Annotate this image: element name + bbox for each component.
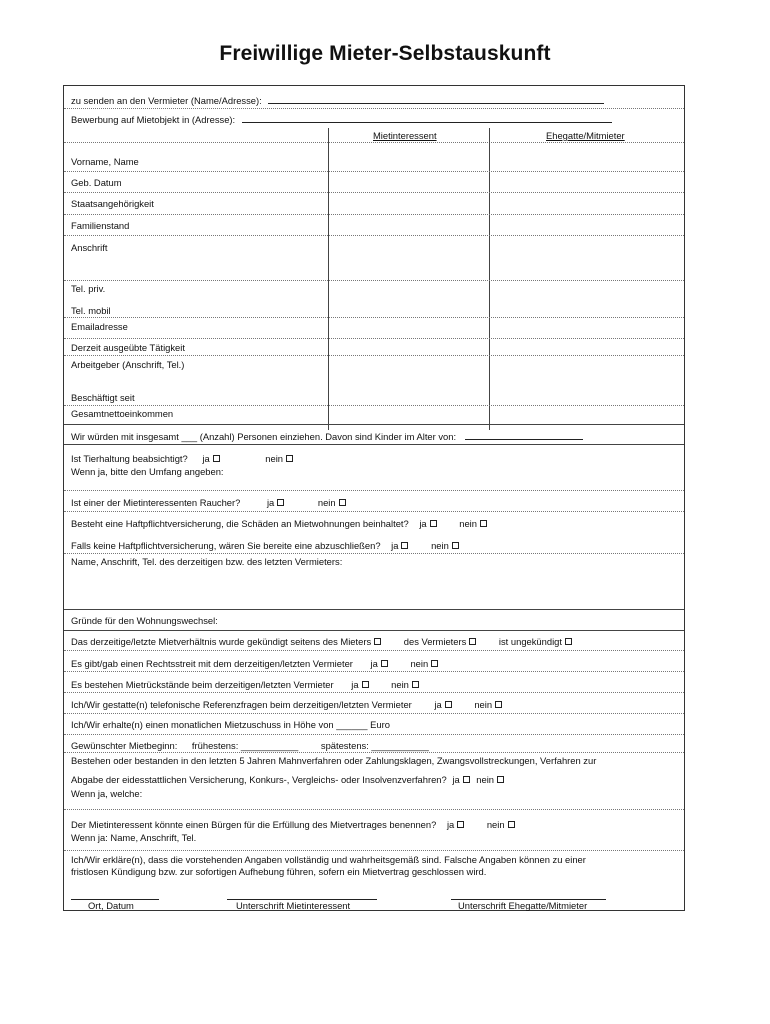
- divider: [64, 692, 684, 693]
- guarantor-no-label: nein: [486, 819, 505, 830]
- divider: [64, 142, 684, 143]
- label-marital: Familienstand: [71, 220, 130, 231]
- insolvency-line1: Bestehen oder bestanden in den letzten 5 Jahren Mahnverfahren oder Zahlungsklagen, Zwangsvollstreckungen, Verfahren zur: [71, 755, 597, 766]
- liability-yes-checkbox[interactable]: [430, 520, 437, 527]
- declaration-line2: fristlosen Kündigung bzw. zur sofortigen Aufhebung führen, sofern ein Mietvertrag geschlossen wird.: [71, 866, 487, 877]
- liability-question: Besteht eine Haftpflichtversicherung, die Schäden an Mietwohnungen beinhaltet?: [71, 518, 409, 529]
- smoker-row: [71, 497, 346, 508]
- guarantor-question: Der Mietinteressent könnte einen Bürgen für die Erfüllung des Mietvertrages benennen?: [71, 819, 437, 830]
- lawsuit-no-checkbox[interactable]: [431, 660, 438, 667]
- references-yes-label: ja: [434, 699, 442, 710]
- send-to-field[interactable]: [268, 94, 604, 104]
- lawsuit-row: [71, 658, 438, 669]
- smoker-yes-label: ja: [266, 497, 275, 508]
- pets-no-checkbox[interactable]: [286, 455, 293, 462]
- divider: [64, 355, 684, 356]
- divider: [64, 280, 684, 281]
- column-header-tenant: Mietinteressent: [373, 130, 437, 141]
- insolvency-no-label: nein: [476, 774, 494, 785]
- lawsuit-no-label: nein: [410, 658, 429, 669]
- references-row: [71, 699, 502, 710]
- application-row: [71, 113, 612, 125]
- label-nationality: Staatsangehörigkeit: [71, 198, 154, 209]
- self-disclosure-form: [63, 85, 685, 911]
- lawsuit-yes-checkbox[interactable]: [381, 660, 388, 667]
- subsidy-row: [71, 719, 390, 730]
- divider: [64, 192, 684, 193]
- insolvency-yes-checkbox[interactable]: [463, 776, 470, 783]
- divider: [64, 809, 684, 810]
- liability-followup-row: [71, 540, 459, 551]
- pets-followup: Wenn ja, bitte den Umfang angeben:: [71, 466, 224, 477]
- divider: [64, 671, 684, 672]
- divider: [64, 108, 684, 109]
- termination-none-label: ist ungekündigt: [498, 636, 562, 647]
- column-header-spouse: Ehegatte/Mitmieter: [546, 130, 625, 141]
- guarantor-no-checkbox[interactable]: [508, 821, 515, 828]
- divider: [64, 734, 684, 735]
- label-employer: Arbeitgeber (Anschrift, Tel.): [71, 359, 185, 370]
- tenant-signature-label: Unterschrift Mietinteressent: [236, 900, 351, 911]
- divider: [64, 752, 684, 753]
- liability-followup-no-label: nein: [431, 540, 449, 551]
- send-to-label: zu senden an den Vermieter (Name/Adresse):: [71, 95, 262, 106]
- column-divider: [489, 128, 490, 430]
- application-field[interactable]: [242, 113, 612, 123]
- divider: [64, 424, 684, 425]
- lawsuit-yes-label: ja: [370, 658, 378, 669]
- pets-row: [71, 453, 293, 464]
- liability-followup-yes-checkbox[interactable]: [401, 542, 408, 549]
- liability-followup-no-checkbox[interactable]: [452, 542, 459, 549]
- guarantor-yes-label: ja: [446, 819, 455, 830]
- guarantor-yes-checkbox[interactable]: [457, 821, 464, 828]
- label-address: Anschrift: [71, 242, 108, 253]
- liability-yes-label: ja: [419, 518, 427, 529]
- insolvency-line2: Abgabe der eidesstattlichen Versicherung, Konkurs-, Vergleichs- oder Insolvenzverfahren?: [71, 774, 447, 785]
- lawsuit-question: Es gibt/gab einen Rechtsstreit mit dem derzeitigen/letzten Vermieter: [71, 658, 353, 669]
- subsidy-label: Ich/Wir erhalte(n) einen monatlichen Mietzuschuss in Höhe von ______ Euro: [71, 719, 390, 730]
- termination-none-checkbox[interactable]: [565, 638, 572, 645]
- smoker-yes-checkbox[interactable]: [277, 499, 284, 506]
- liability-followup-yes-label: ja: [391, 540, 399, 551]
- declaration-line1: Ich/Wir erkläre(n), dass die vorstehenden Angaben vollständig und wahrheitsgemäß sind. Falsche Angaben können zu einer: [71, 854, 586, 865]
- pets-no-label: nein: [265, 453, 283, 464]
- divider: [64, 850, 684, 851]
- divider: [64, 609, 684, 610]
- guarantor-row: [71, 819, 515, 830]
- divider: [64, 713, 684, 714]
- liability-row: [71, 518, 487, 529]
- insolvency-no-checkbox[interactable]: [497, 776, 504, 783]
- spouse-signature-label: Unterschrift Ehegatte/Mitmieter: [458, 900, 588, 911]
- smoker-question: Ist einer der Mietinteressenten Raucher?: [71, 497, 241, 508]
- termination-landlord-checkbox[interactable]: [469, 638, 476, 645]
- divider: [64, 650, 684, 651]
- divider: [64, 405, 684, 406]
- insolvency-followup: Wenn ja, welche:: [71, 788, 143, 799]
- start-row: [71, 740, 429, 751]
- column-divider: [328, 128, 329, 430]
- arrears-question: Es bestehen Mietrückstände beim derzeitigen/letzten Vermieter: [71, 679, 334, 690]
- divider: [64, 214, 684, 215]
- references-yes-checkbox[interactable]: [445, 701, 452, 708]
- arrears-yes-checkbox[interactable]: [362, 681, 369, 688]
- references-no-checkbox[interactable]: [495, 701, 502, 708]
- pets-yes-checkbox[interactable]: [213, 455, 220, 462]
- divider: [64, 171, 684, 172]
- pets-yes-label: ja: [202, 453, 210, 464]
- arrears-no-label: nein: [391, 679, 409, 690]
- divider: [64, 338, 684, 339]
- start-label: Gewünschter Mietbeginn:: [71, 740, 178, 751]
- start-latest: spätestens: ___________: [320, 740, 429, 751]
- references-question: Ich/Wir gestatte(n) telefonische Referenzfragen beim derzeitigen/letzten Vermieter: [71, 699, 412, 710]
- divider: [64, 490, 684, 491]
- label-job: Derzeit ausgeübte Tätigkeit: [71, 342, 185, 353]
- label-employed-since: Beschäftigt seit: [71, 392, 135, 403]
- divider: [64, 444, 684, 445]
- page-title: Freiwillige Mieter-Selbstauskunft: [219, 42, 551, 65]
- divider: [64, 235, 684, 236]
- smoker-no-label: nein: [317, 497, 336, 508]
- divider: [64, 630, 684, 631]
- liability-no-checkbox[interactable]: [480, 520, 487, 527]
- termination-row: [71, 636, 572, 647]
- termination-landlord-label: des Vermieters: [403, 636, 467, 647]
- label-tel-priv: Tel. priv.: [71, 283, 106, 294]
- persons-label: Wir würden mit insgesamt ___ (Anzahl) Personen einziehen. Davon sind Kinder im Alter von:: [71, 431, 457, 442]
- start-earliest: frühestens: ___________: [191, 740, 299, 751]
- reasons-label: Gründe für den Wohnungswechsel:: [71, 615, 218, 626]
- label-name: Vorname, Name: [71, 156, 139, 167]
- arrears-row: [71, 679, 419, 690]
- application-label: Bewerbung auf Mietobjekt in (Adresse):: [71, 114, 236, 125]
- arrears-yes-label: ja: [351, 679, 359, 690]
- send-to-row: [71, 94, 604, 106]
- liability-followup: Falls keine Haftpflichtversicherung, wären Sie bereite eine abzuschließen?: [71, 540, 381, 551]
- liability-no-label: nein: [459, 518, 477, 529]
- divider: [64, 511, 684, 512]
- termination-tenant-checkbox[interactable]: [374, 638, 381, 645]
- label-email: Emailadresse: [71, 321, 128, 332]
- termination-question: Das derzeitige/letzte Mietverhältnis wurde gekündigt seitens des Mieters: [71, 636, 372, 647]
- divider: [64, 553, 684, 554]
- place-date-label: Ort, Datum: [88, 900, 134, 911]
- pets-question: Ist Tierhaltung beabsichtigt?: [71, 453, 188, 464]
- children-age-field[interactable]: [465, 430, 583, 440]
- label-income: Gesamtnettoeinkommen: [71, 408, 174, 419]
- label-dob: Geb. Datum: [71, 177, 122, 188]
- guarantor-followup: Wenn ja: Name, Anschrift, Tel.: [71, 832, 197, 843]
- label-tel-mobil: Tel. mobil: [71, 305, 111, 316]
- persons-row: [71, 430, 583, 442]
- references-no-label: nein: [474, 699, 493, 710]
- landlord-label: Name, Anschrift, Tel. des derzeitigen bzw. des letzten Vermieters:: [71, 556, 343, 567]
- arrears-no-checkbox[interactable]: [412, 681, 419, 688]
- divider: [64, 317, 684, 318]
- insolvency-yes-label: ja: [452, 774, 460, 785]
- insolvency-row: [71, 774, 504, 785]
- smoker-no-checkbox[interactable]: [339, 499, 346, 506]
